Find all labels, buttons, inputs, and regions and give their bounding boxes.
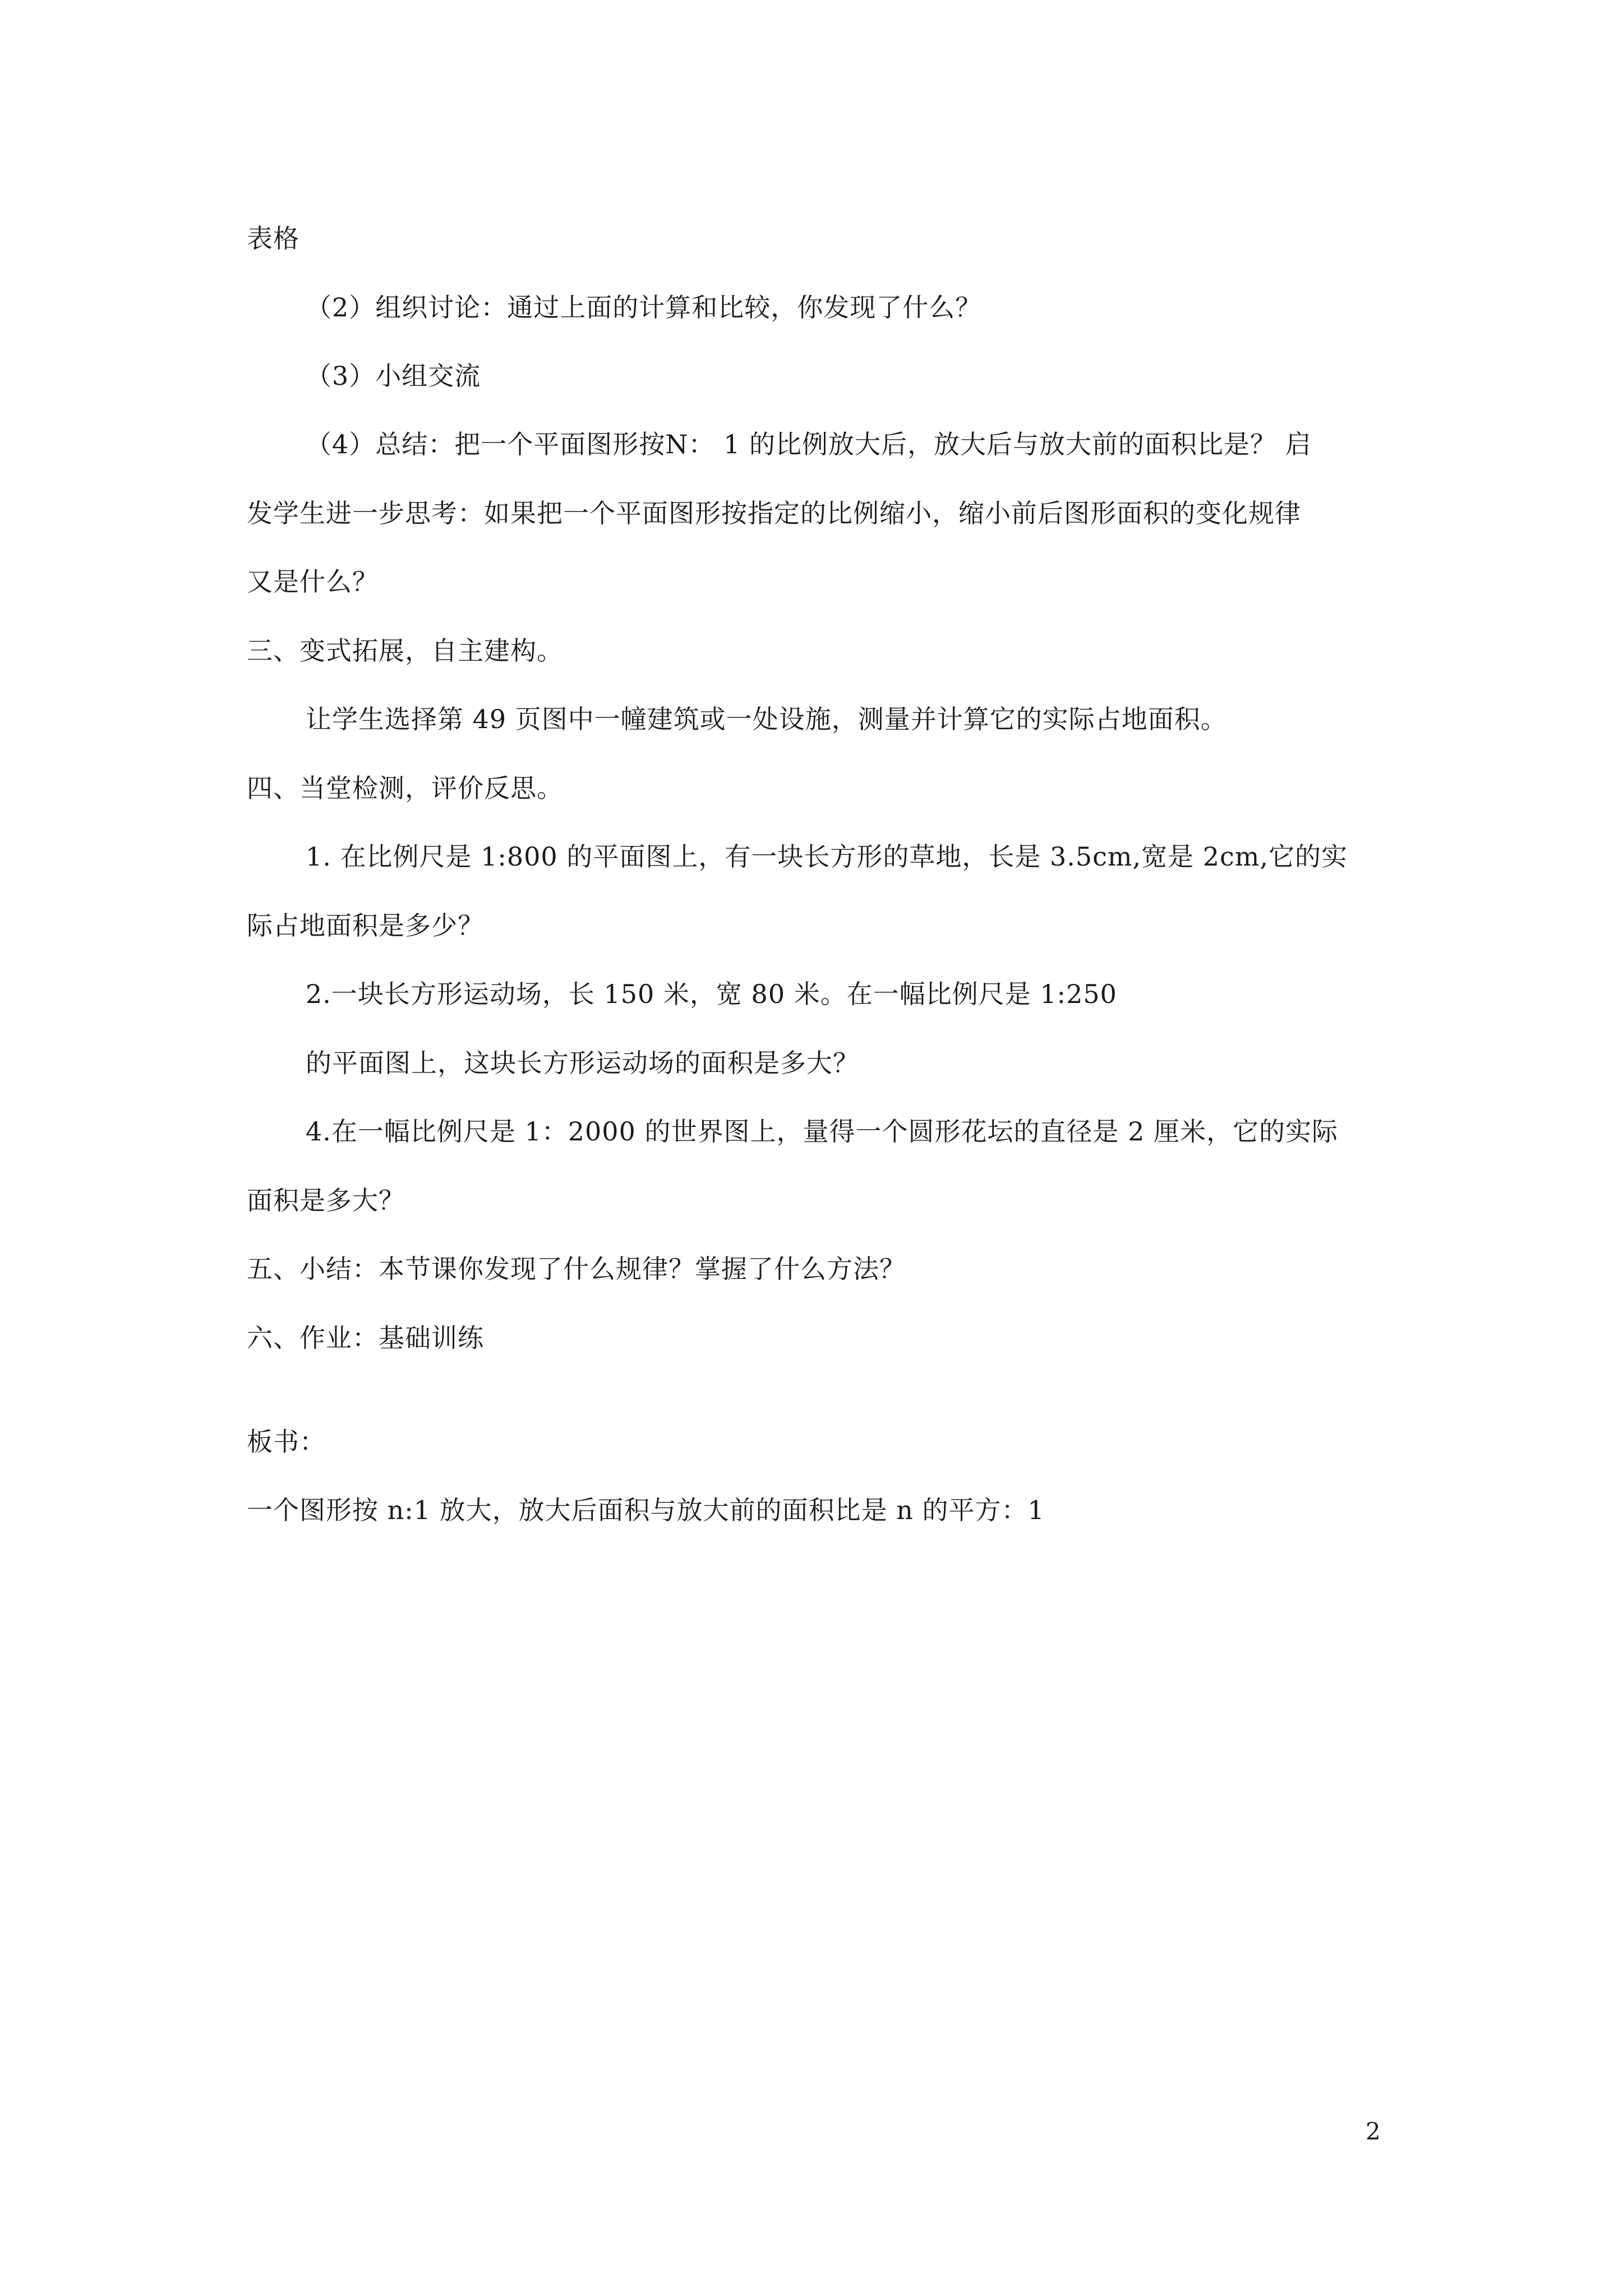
text-line-discussion: （2）组织讨论：通过上面的计算和比较，你发现了什么？ — [306, 292, 982, 323]
text-line-activity: 让学生选择第 49 页图中一幢建筑或一处设施，测量并计算它的实际占地面积。 — [306, 704, 1227, 734]
exercise-1-cont: 际占地面积是多少？ — [247, 910, 484, 941]
text-line-group-exchange: （3）小组交流 — [306, 361, 481, 391]
exercise-2: 2.一块长方形运动场，长 150 米，宽 80 米。在一幅比例尺是 1:250 — [306, 979, 1117, 1009]
blackboard-heading: 板书： — [247, 1427, 326, 1457]
text-line-summary-cont-1: 发学生进一步思考：如果把一个平面图形按指定的比例缩小，缩小前后图形面积的变化规律 — [247, 498, 1301, 528]
text-line-summary-cont-2: 又是什么？ — [247, 567, 379, 597]
exercise-2-cont: 的平面图上，这块长方形运动场的面积是多大？ — [306, 1048, 859, 1078]
section-heading-five: 五、小结：本节课你发现了什么规律？掌握了什么方法？ — [247, 1254, 906, 1284]
page-number: 2 — [1366, 2118, 1381, 2145]
exercise-4: 4.在一幅比例尺是 1：2000 的世界图上，量得一个圆形花坛的直径是 2 厘米，它的实际 — [306, 1116, 1338, 1147]
section-heading-four: 四、当堂检测，评价反思。 — [247, 773, 563, 803]
exercise-1: 1. 在比例尺是 1:800 的平面图上，有一块长方形的草地，长是 3.5cm,宽是 2cm,它的实 — [306, 841, 1348, 872]
exercise-4-cont: 面积是多大？ — [247, 1185, 405, 1216]
text-line-table-label: 表格 — [247, 223, 299, 254]
section-heading-three: 三、变式拓展，自主建构。 — [247, 636, 563, 666]
section-heading-six: 六、作业：基础训练 — [247, 1323, 484, 1353]
blackboard-content: 一个图形按 n:1 放大，放大后面积与放大前的面积比是 n 的平方：1 — [247, 1495, 1045, 1525]
text-line-summary: （4）总结：把一个平面图形按N： 1 的比例放大后，放大后与放大前的面积比是？ 启 — [306, 429, 1312, 459]
